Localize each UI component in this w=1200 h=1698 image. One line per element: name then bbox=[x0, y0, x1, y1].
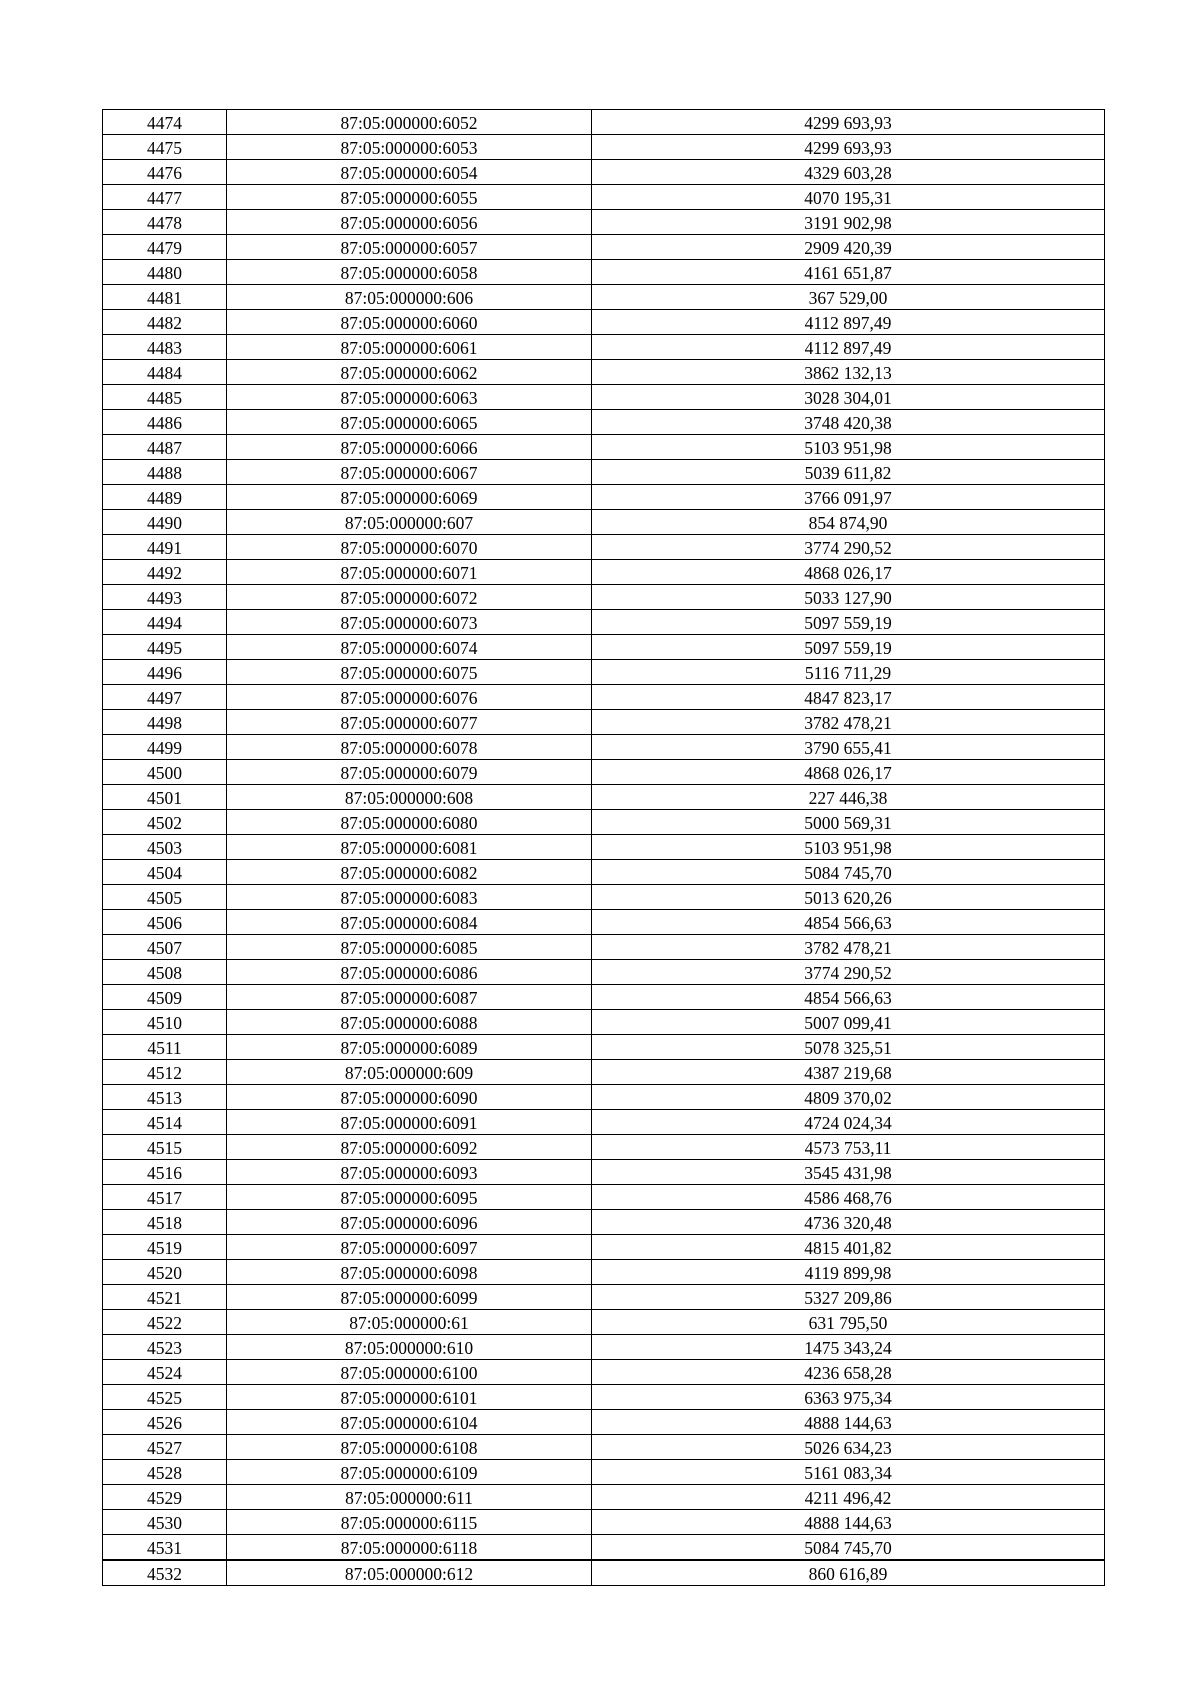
value-cell: 3545 431,98 bbox=[592, 1160, 1105, 1185]
table-row bbox=[103, 1035, 1105, 1060]
cadastral-number-cell: 87:05:000000:6100 bbox=[227, 1360, 592, 1385]
row-number-cell: 4503 bbox=[103, 835, 227, 860]
row-number-cell: 4531 bbox=[103, 1535, 227, 1561]
value-cell: 4119 899,98 bbox=[592, 1260, 1105, 1285]
value-cell: 367 529,00 bbox=[592, 285, 1105, 310]
row-number-cell: 4525 bbox=[103, 1385, 227, 1410]
table-row bbox=[103, 1235, 1105, 1260]
row-number-cell: 4485 bbox=[103, 385, 227, 410]
value-cell: 5161 083,34 bbox=[592, 1460, 1105, 1485]
value-cell: 3748 420,38 bbox=[592, 410, 1105, 435]
row-number-cell: 4500 bbox=[103, 760, 227, 785]
row-number-cell: 4509 bbox=[103, 985, 227, 1010]
row-number-cell: 4529 bbox=[103, 1485, 227, 1510]
cadastral-number-cell: 87:05:000000:611 bbox=[227, 1485, 592, 1510]
table-row bbox=[103, 635, 1105, 660]
cadastral-number-cell: 87:05:000000:6063 bbox=[227, 385, 592, 410]
row-number-cell: 4520 bbox=[103, 1260, 227, 1285]
value-cell: 4070 195,31 bbox=[592, 185, 1105, 210]
cadastral-number-cell: 87:05:000000:6067 bbox=[227, 460, 592, 485]
value-cell: 5026 634,23 bbox=[592, 1435, 1105, 1460]
cadastral-number-cell: 87:05:000000:6088 bbox=[227, 1010, 592, 1035]
cadastral-number-cell: 87:05:000000:6076 bbox=[227, 685, 592, 710]
cadastral-number-cell: 87:05:000000:6109 bbox=[227, 1460, 592, 1485]
row-number-cell: 4510 bbox=[103, 1010, 227, 1035]
row-number-cell: 4530 bbox=[103, 1510, 227, 1535]
table-row bbox=[103, 435, 1105, 460]
value-cell: 5084 745,70 bbox=[592, 1535, 1105, 1561]
row-number-cell: 4512 bbox=[103, 1060, 227, 1085]
cadastral-number-cell: 87:05:000000:6077 bbox=[227, 710, 592, 735]
row-number-cell: 4532 bbox=[103, 1560, 227, 1586]
cadastral-number-cell: 87:05:000000:6079 bbox=[227, 760, 592, 785]
row-number-cell: 4527 bbox=[103, 1435, 227, 1460]
cadastral-number-cell: 87:05:000000:6083 bbox=[227, 885, 592, 910]
row-number-cell: 4526 bbox=[103, 1410, 227, 1435]
table-row bbox=[103, 1010, 1105, 1035]
table-row bbox=[103, 1385, 1105, 1410]
value-cell: 4299 693,93 bbox=[592, 110, 1105, 135]
row-number-cell: 4496 bbox=[103, 660, 227, 685]
cadastral-number-cell: 87:05:000000:6092 bbox=[227, 1135, 592, 1160]
cadastral-number-cell: 87:05:000000:6056 bbox=[227, 210, 592, 235]
row-number-cell: 4508 bbox=[103, 960, 227, 985]
value-cell: 631 795,50 bbox=[592, 1310, 1105, 1335]
value-cell: 4847 823,17 bbox=[592, 685, 1105, 710]
value-cell: 4815 401,82 bbox=[592, 1235, 1105, 1260]
cadastral-number-cell: 87:05:000000:6072 bbox=[227, 585, 592, 610]
value-cell: 3028 304,01 bbox=[592, 385, 1105, 410]
row-number-cell: 4477 bbox=[103, 185, 227, 210]
table-row bbox=[103, 160, 1105, 185]
cadastral-number-cell: 87:05:000000:6104 bbox=[227, 1410, 592, 1435]
row-number-cell: 4502 bbox=[103, 810, 227, 835]
cadastral-number-cell: 87:05:000000:606 bbox=[227, 285, 592, 310]
value-cell: 5033 127,90 bbox=[592, 585, 1105, 610]
value-cell: 6363 975,34 bbox=[592, 1385, 1105, 1410]
table-row bbox=[103, 585, 1105, 610]
value-cell: 5116 711,29 bbox=[592, 660, 1105, 685]
row-number-cell: 4479 bbox=[103, 235, 227, 260]
value-cell: 3782 478,21 bbox=[592, 935, 1105, 960]
table-row bbox=[103, 960, 1105, 985]
value-cell: 4724 024,34 bbox=[592, 1110, 1105, 1135]
cadastral-number-cell: 87:05:000000:6057 bbox=[227, 235, 592, 260]
value-cell: 3766 091,97 bbox=[592, 485, 1105, 510]
table-row bbox=[103, 1210, 1105, 1235]
value-cell: 3774 290,52 bbox=[592, 960, 1105, 985]
table-row bbox=[103, 335, 1105, 360]
value-cell: 4211 496,42 bbox=[592, 1485, 1105, 1510]
row-number-cell: 4507 bbox=[103, 935, 227, 960]
cadastral-number-cell: 87:05:000000:6090 bbox=[227, 1085, 592, 1110]
table-row bbox=[103, 810, 1105, 835]
row-number-cell: 4528 bbox=[103, 1460, 227, 1485]
cadastral-number-cell: 87:05:000000:6078 bbox=[227, 735, 592, 760]
value-cell: 5103 951,98 bbox=[592, 435, 1105, 460]
value-cell: 5013 620,26 bbox=[592, 885, 1105, 910]
value-cell: 5039 611,82 bbox=[592, 460, 1105, 485]
table-row bbox=[103, 310, 1105, 335]
row-number-cell: 4491 bbox=[103, 535, 227, 560]
row-number-cell: 4490 bbox=[103, 510, 227, 535]
table-row bbox=[103, 460, 1105, 485]
cadastral-number-cell: 87:05:000000:6054 bbox=[227, 160, 592, 185]
row-number-cell: 4476 bbox=[103, 160, 227, 185]
table-row bbox=[103, 910, 1105, 935]
row-number-cell: 4494 bbox=[103, 610, 227, 635]
table-row bbox=[103, 1560, 1105, 1586]
value-cell: 854 874,90 bbox=[592, 510, 1105, 535]
value-cell: 3790 655,41 bbox=[592, 735, 1105, 760]
row-number-cell: 4498 bbox=[103, 710, 227, 735]
table-row bbox=[103, 385, 1105, 410]
cadastral-number-cell: 87:05:000000:610 bbox=[227, 1335, 592, 1360]
row-number-cell: 4483 bbox=[103, 335, 227, 360]
cadastral-number-cell: 87:05:000000:6108 bbox=[227, 1435, 592, 1460]
table-row bbox=[103, 1410, 1105, 1435]
row-number-cell: 4486 bbox=[103, 410, 227, 435]
table-row bbox=[103, 885, 1105, 910]
value-cell: 4868 026,17 bbox=[592, 760, 1105, 785]
cadastral-number-cell: 87:05:000000:6062 bbox=[227, 360, 592, 385]
table-row bbox=[103, 1135, 1105, 1160]
cadastral-number-cell: 87:05:000000:6061 bbox=[227, 335, 592, 360]
table-row bbox=[103, 1110, 1105, 1135]
table-row bbox=[103, 235, 1105, 260]
cadastral-number-cell: 87:05:000000:6060 bbox=[227, 310, 592, 335]
cadastral-number-cell: 87:05:000000:6089 bbox=[227, 1035, 592, 1060]
value-cell: 5007 099,41 bbox=[592, 1010, 1105, 1035]
cadastral-number-cell: 87:05:000000:6095 bbox=[227, 1185, 592, 1210]
table-row bbox=[103, 1060, 1105, 1085]
row-number-cell: 4518 bbox=[103, 1210, 227, 1235]
table-row bbox=[103, 110, 1105, 135]
value-cell: 5097 559,19 bbox=[592, 610, 1105, 635]
value-cell: 227 446,38 bbox=[592, 785, 1105, 810]
cadastral-number-cell: 87:05:000000:61 bbox=[227, 1310, 592, 1335]
table-row bbox=[103, 735, 1105, 760]
cadastral-number-cell: 87:05:000000:6074 bbox=[227, 635, 592, 660]
value-cell: 1475 343,24 bbox=[592, 1335, 1105, 1360]
table-row bbox=[103, 1285, 1105, 1310]
row-number-cell: 4475 bbox=[103, 135, 227, 160]
row-number-cell: 4481 bbox=[103, 285, 227, 310]
cadastral-number-cell: 87:05:000000:6098 bbox=[227, 1260, 592, 1285]
row-number-cell: 4511 bbox=[103, 1035, 227, 1060]
table-row bbox=[103, 1485, 1105, 1510]
value-cell: 4809 370,02 bbox=[592, 1085, 1105, 1110]
table-body bbox=[103, 110, 1105, 1586]
cadastral-number-cell: 87:05:000000:6058 bbox=[227, 260, 592, 285]
data-table bbox=[102, 109, 1105, 1586]
table-row bbox=[103, 1260, 1105, 1285]
table-row bbox=[103, 1510, 1105, 1535]
cadastral-number-cell: 87:05:000000:6091 bbox=[227, 1110, 592, 1135]
value-cell: 4161 651,87 bbox=[592, 260, 1105, 285]
table-row bbox=[103, 710, 1105, 735]
value-cell: 4888 144,63 bbox=[592, 1510, 1105, 1535]
value-cell: 4299 693,93 bbox=[592, 135, 1105, 160]
row-number-cell: 4506 bbox=[103, 910, 227, 935]
table-row bbox=[103, 685, 1105, 710]
cadastral-number-cell: 87:05:000000:6053 bbox=[227, 135, 592, 160]
row-number-cell: 4515 bbox=[103, 1135, 227, 1160]
table-row bbox=[103, 535, 1105, 560]
table-row bbox=[103, 1435, 1105, 1460]
cadastral-number-cell: 87:05:000000:6081 bbox=[227, 835, 592, 860]
cadastral-number-cell: 87:05:000000:6085 bbox=[227, 935, 592, 960]
table-row bbox=[103, 485, 1105, 510]
row-number-cell: 4522 bbox=[103, 1310, 227, 1335]
table-row bbox=[103, 285, 1105, 310]
value-cell: 4736 320,48 bbox=[592, 1210, 1105, 1235]
row-number-cell: 4516 bbox=[103, 1160, 227, 1185]
row-number-cell: 4517 bbox=[103, 1185, 227, 1210]
cadastral-number-cell: 87:05:000000:6115 bbox=[227, 1510, 592, 1535]
cadastral-number-cell: 87:05:000000:6073 bbox=[227, 610, 592, 635]
value-cell: 3862 132,13 bbox=[592, 360, 1105, 385]
cadastral-number-cell: 87:05:000000:6118 bbox=[227, 1535, 592, 1561]
value-cell: 3774 290,52 bbox=[592, 535, 1105, 560]
value-cell: 5078 325,51 bbox=[592, 1035, 1105, 1060]
value-cell: 3191 902,98 bbox=[592, 210, 1105, 235]
value-cell: 4329 603,28 bbox=[592, 160, 1105, 185]
row-number-cell: 4524 bbox=[103, 1360, 227, 1385]
cadastral-number-cell: 87:05:000000:6084 bbox=[227, 910, 592, 935]
row-number-cell: 4499 bbox=[103, 735, 227, 760]
table-row bbox=[103, 135, 1105, 160]
row-number-cell: 4488 bbox=[103, 460, 227, 485]
value-cell: 4888 144,63 bbox=[592, 1410, 1105, 1435]
value-cell: 4854 566,63 bbox=[592, 985, 1105, 1010]
cadastral-number-cell: 87:05:000000:6066 bbox=[227, 435, 592, 460]
cadastral-number-cell: 87:05:000000:6086 bbox=[227, 960, 592, 985]
table-row bbox=[103, 1185, 1105, 1210]
table-row bbox=[103, 835, 1105, 860]
cadastral-number-cell: 87:05:000000:6097 bbox=[227, 1235, 592, 1260]
row-number-cell: 4492 bbox=[103, 560, 227, 585]
row-number-cell: 4478 bbox=[103, 210, 227, 235]
row-number-cell: 4497 bbox=[103, 685, 227, 710]
cadastral-number-cell: 87:05:000000:612 bbox=[227, 1560, 592, 1586]
value-cell: 5000 569,31 bbox=[592, 810, 1105, 835]
table-row bbox=[103, 1085, 1105, 1110]
value-cell: 4854 566,63 bbox=[592, 910, 1105, 935]
table-row bbox=[103, 1360, 1105, 1385]
value-cell: 4112 897,49 bbox=[592, 335, 1105, 360]
row-number-cell: 4519 bbox=[103, 1235, 227, 1260]
value-cell: 4387 219,68 bbox=[592, 1060, 1105, 1085]
value-cell: 5327 209,86 bbox=[592, 1285, 1105, 1310]
value-cell: 4586 468,76 bbox=[592, 1185, 1105, 1210]
row-number-cell: 4484 bbox=[103, 360, 227, 385]
cadastral-number-cell: 87:05:000000:6099 bbox=[227, 1285, 592, 1310]
value-cell: 4112 897,49 bbox=[592, 310, 1105, 335]
table-row bbox=[103, 210, 1105, 235]
value-cell: 4236 658,28 bbox=[592, 1360, 1105, 1385]
table-row bbox=[103, 1335, 1105, 1360]
table-row bbox=[103, 935, 1105, 960]
table-row bbox=[103, 785, 1105, 810]
table-row bbox=[103, 185, 1105, 210]
cadastral-number-cell: 87:05:000000:6082 bbox=[227, 860, 592, 885]
table-row bbox=[103, 1310, 1105, 1335]
cadastral-number-cell: 87:05:000000:6080 bbox=[227, 810, 592, 835]
value-cell: 5103 951,98 bbox=[592, 835, 1105, 860]
row-number-cell: 4501 bbox=[103, 785, 227, 810]
cadastral-number-cell: 87:05:000000:609 bbox=[227, 1060, 592, 1085]
row-number-cell: 4514 bbox=[103, 1110, 227, 1135]
row-number-cell: 4523 bbox=[103, 1335, 227, 1360]
cadastral-number-cell: 87:05:000000:6071 bbox=[227, 560, 592, 585]
table-row bbox=[103, 1160, 1105, 1185]
cadastral-number-cell: 87:05:000000:6075 bbox=[227, 660, 592, 685]
table-row bbox=[103, 860, 1105, 885]
cadastral-number-cell: 87:05:000000:6070 bbox=[227, 535, 592, 560]
cadastral-number-cell: 87:05:000000:6069 bbox=[227, 485, 592, 510]
row-number-cell: 4482 bbox=[103, 310, 227, 335]
value-cell: 5097 559,19 bbox=[592, 635, 1105, 660]
cadastral-number-cell: 87:05:000000:6052 bbox=[227, 110, 592, 135]
table-row bbox=[103, 610, 1105, 635]
table-row bbox=[103, 410, 1105, 435]
table-row bbox=[103, 1535, 1105, 1561]
cadastral-number-cell: 87:05:000000:608 bbox=[227, 785, 592, 810]
row-number-cell: 4487 bbox=[103, 435, 227, 460]
value-cell: 5084 745,70 bbox=[592, 860, 1105, 885]
row-number-cell: 4493 bbox=[103, 585, 227, 610]
cadastral-number-cell: 87:05:000000:607 bbox=[227, 510, 592, 535]
cadastral-number-cell: 87:05:000000:6087 bbox=[227, 985, 592, 1010]
value-cell: 2909 420,39 bbox=[592, 235, 1105, 260]
cadastral-number-cell: 87:05:000000:6065 bbox=[227, 410, 592, 435]
table-row bbox=[103, 360, 1105, 385]
table-row bbox=[103, 985, 1105, 1010]
cadastral-number-cell: 87:05:000000:6096 bbox=[227, 1210, 592, 1235]
value-cell: 4868 026,17 bbox=[592, 560, 1105, 585]
table-row bbox=[103, 510, 1105, 535]
row-number-cell: 4480 bbox=[103, 260, 227, 285]
row-number-cell: 4505 bbox=[103, 885, 227, 910]
value-cell: 860 616,89 bbox=[592, 1560, 1105, 1586]
row-number-cell: 4521 bbox=[103, 1285, 227, 1310]
table-row bbox=[103, 260, 1105, 285]
table-row bbox=[103, 1460, 1105, 1485]
table-row bbox=[103, 560, 1105, 585]
value-cell: 4573 753,11 bbox=[592, 1135, 1105, 1160]
row-number-cell: 4504 bbox=[103, 860, 227, 885]
value-cell: 3782 478,21 bbox=[592, 710, 1105, 735]
cadastral-number-cell: 87:05:000000:6101 bbox=[227, 1385, 592, 1410]
row-number-cell: 4489 bbox=[103, 485, 227, 510]
table-row bbox=[103, 760, 1105, 785]
row-number-cell: 4474 bbox=[103, 110, 227, 135]
cadastral-number-cell: 87:05:000000:6055 bbox=[227, 185, 592, 210]
row-number-cell: 4495 bbox=[103, 635, 227, 660]
cadastral-number-cell: 87:05:000000:6093 bbox=[227, 1160, 592, 1185]
row-number-cell: 4513 bbox=[103, 1085, 227, 1110]
table-row bbox=[103, 660, 1105, 685]
